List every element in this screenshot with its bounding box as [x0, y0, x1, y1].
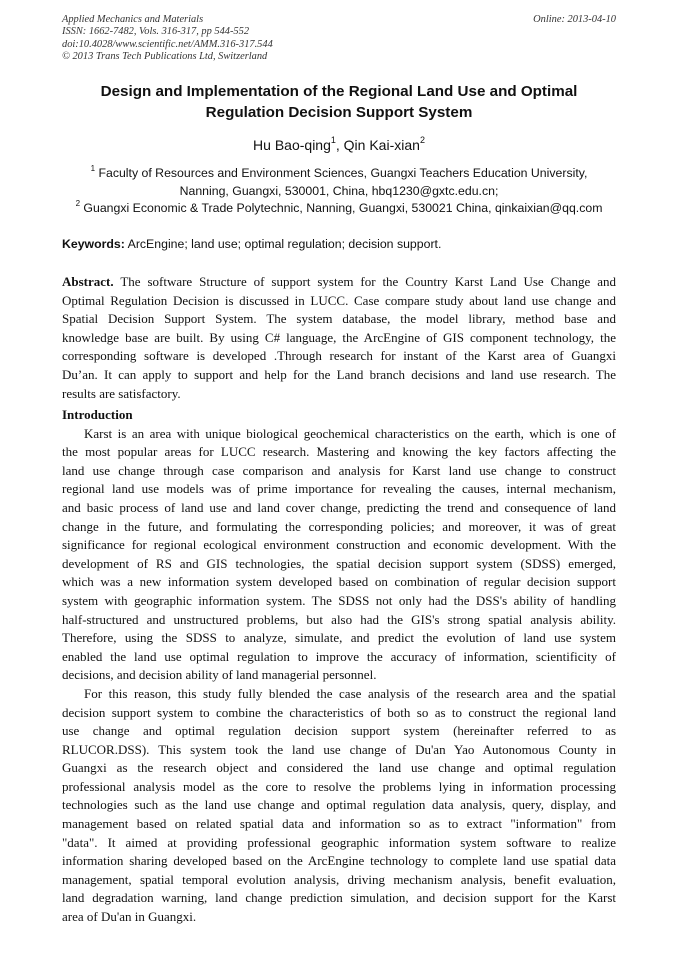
online-date: Online: 2013-04-10 [533, 14, 616, 25]
section-heading: Introduction [62, 407, 133, 422]
paragraph-line: "data". It aimed at providing professional geographic information system software to realize [62, 834, 616, 850]
affiliations [62, 165, 616, 218]
abstract-line: corresponding software is developed .Through research for instant of the Karst area of Guangxi [62, 348, 616, 364]
paragraph-line: change in the future, and formulating the corresponding policies; and moreover, it was of great [62, 518, 616, 534]
introduction-section [62, 406, 616, 927]
affiliation-1-line-2: Nanning, Guangxi, 530001, China, hbq1230@gxtc.edu.cn; [179, 183, 499, 198]
journal-issn: ISSN: 1662-7482, Vols. 316-317, pp 544-552 [62, 26, 250, 38]
title-line-2: Regulation Decision Support System [205, 104, 473, 121]
paragraph-line: For this reason, this study fully blended the case analysis of the research area and the spatial [84, 685, 616, 701]
author-name: Hu Bao-qing [253, 137, 331, 153]
paper-title [62, 81, 616, 123]
paragraph-line: half-structured and unstructured problems, but also had the GIS's strong spatial analysis ability. [62, 611, 616, 627]
paragraph-line: Karst is an area with unique biological geochemical characteristics on the earth, which is one of [84, 425, 616, 441]
paragraph-line: use change and optimal regulation decision support system (hereinafter referred to as [62, 723, 616, 739]
paragraph-line: system with geographic information system. The SDSS not only had the DSS's ability of handling [62, 592, 616, 608]
paragraph-line: management based on related spatial data and information so as to extract "information" from [62, 816, 616, 832]
paragraph-line: development of RS and GIS technologies, the spatial decision support system (SDSS) emerged, [62, 555, 616, 571]
abstract-label: Abstract. [62, 274, 114, 289]
paragraph-line: professional analysis model as the core to resolve the problems lying in information processing [62, 778, 616, 794]
affiliation-text: Faculty of Resources and Environment Sciences, Guangxi Teachers Education University, [95, 166, 588, 180]
abstract [62, 273, 616, 403]
paragraph-line: decisions, and decision ability of land managerial personnel. [62, 667, 377, 683]
paragraph-line: decision support system to combine the characteristics of both so as to construct the regional land [62, 704, 616, 720]
keywords [62, 236, 616, 253]
paragraph-line: the most popular areas for LUCC research. Mastering and knowing the key factors affecting the [62, 444, 616, 460]
paragraph-line: and basic process of land use and land cover change, predicting the trend and consequence of land [62, 499, 616, 515]
author-affiliation-mark: 1 [330, 135, 336, 145]
paragraph-line: Guangxi as the research object and considered the land use change and optimal regulation [62, 760, 616, 776]
journal-header [62, 14, 616, 64]
paragraph-line: land use change through case comparison and analysis for Karst land use change to construct [62, 462, 616, 478]
abstract-line: Du’an. It can apply to support and help for the Land branch decisions and land use research. The [62, 366, 616, 382]
affiliation-mark: 1 [90, 164, 96, 173]
author-name: Qin Kai-xian [343, 137, 420, 153]
abstract-line: Spatial Decision Support System. The system database, the model library, method base and [62, 311, 616, 327]
title-line-1: Design and Implementation of the Regional Land Use and Optimal [100, 83, 578, 100]
affiliation-1-line-1 [62, 165, 616, 183]
paragraph-line: information sharing developed based on the ArcEngine technology to complete land use spatial data [62, 853, 616, 869]
abstract-line: knowledge base are built. By using C# language, the ArcEngine of GIS component technology, the [62, 329, 616, 345]
paragraph-line: technologies such as the land use change and optimal regulation data analysis, query, display, and [62, 797, 616, 813]
journal-name: Applied Mechanics and Materials [62, 14, 204, 25]
paragraph-line: regional land use models was of prime importance for revealing the causes, internal mechanism, [62, 481, 616, 497]
abstract-line: results are satisfactory. [62, 385, 181, 401]
author-affiliation-mark: 2 [419, 135, 425, 145]
affiliation-text: Guangxi Economic & Trade Polytechnic, Nanning, Guangxi, 530021 China, qinkaixian@qq.com [80, 201, 603, 215]
abstract-line: Optimal Regulation Decision is discussed in LUCC. Case compare study about land use change and [62, 292, 616, 308]
paragraph-line: land degradation warning, land change prediction simulation, and decision support for the Karst [62, 890, 616, 906]
paragraph-line: significance for regional ecological environment construction and economic development. With the [62, 537, 616, 553]
author-separator: , [335, 137, 344, 153]
affiliation-mark: 2 [75, 199, 81, 208]
paragraph-line: which was a new information system developed based on combination of regular decision support [62, 574, 616, 590]
journal-copyright: © 2013 Trans Tech Publications Ltd, Switzerland [62, 51, 268, 63]
journal-doi: doi:10.4028/www.scientific.net/AMM.316-317.544 [62, 38, 273, 50]
paragraph-line: RLUCOR.DSS). This system took the land use change of Du'an Yao Autonomous County in [62, 741, 616, 757]
author-list [62, 135, 616, 155]
paragraph-line: enabled the land use optimal regulation to improve the accuracy of information, scientificity of [62, 648, 616, 664]
keywords-text: ArcEngine; land use; optimal regulation; decision support. [124, 237, 442, 251]
abstract-line [62, 273, 616, 292]
paragraph-line: management, spatial temporal evolution analysis, driving mechanism analysis, benefit evaluation, [62, 871, 616, 887]
paragraph-line: Therefore, using the SDSS to analyze, simulate, and predict the evolution of land use system [62, 630, 616, 646]
abstract-text: The software Structure of support system for the Country Karst Land Use Change and [113, 274, 616, 289]
paragraph-line: area of Du'an in Guangxi. [62, 909, 197, 925]
keywords-label: Keywords: [62, 237, 125, 251]
affiliation-2-line-1 [62, 200, 616, 218]
